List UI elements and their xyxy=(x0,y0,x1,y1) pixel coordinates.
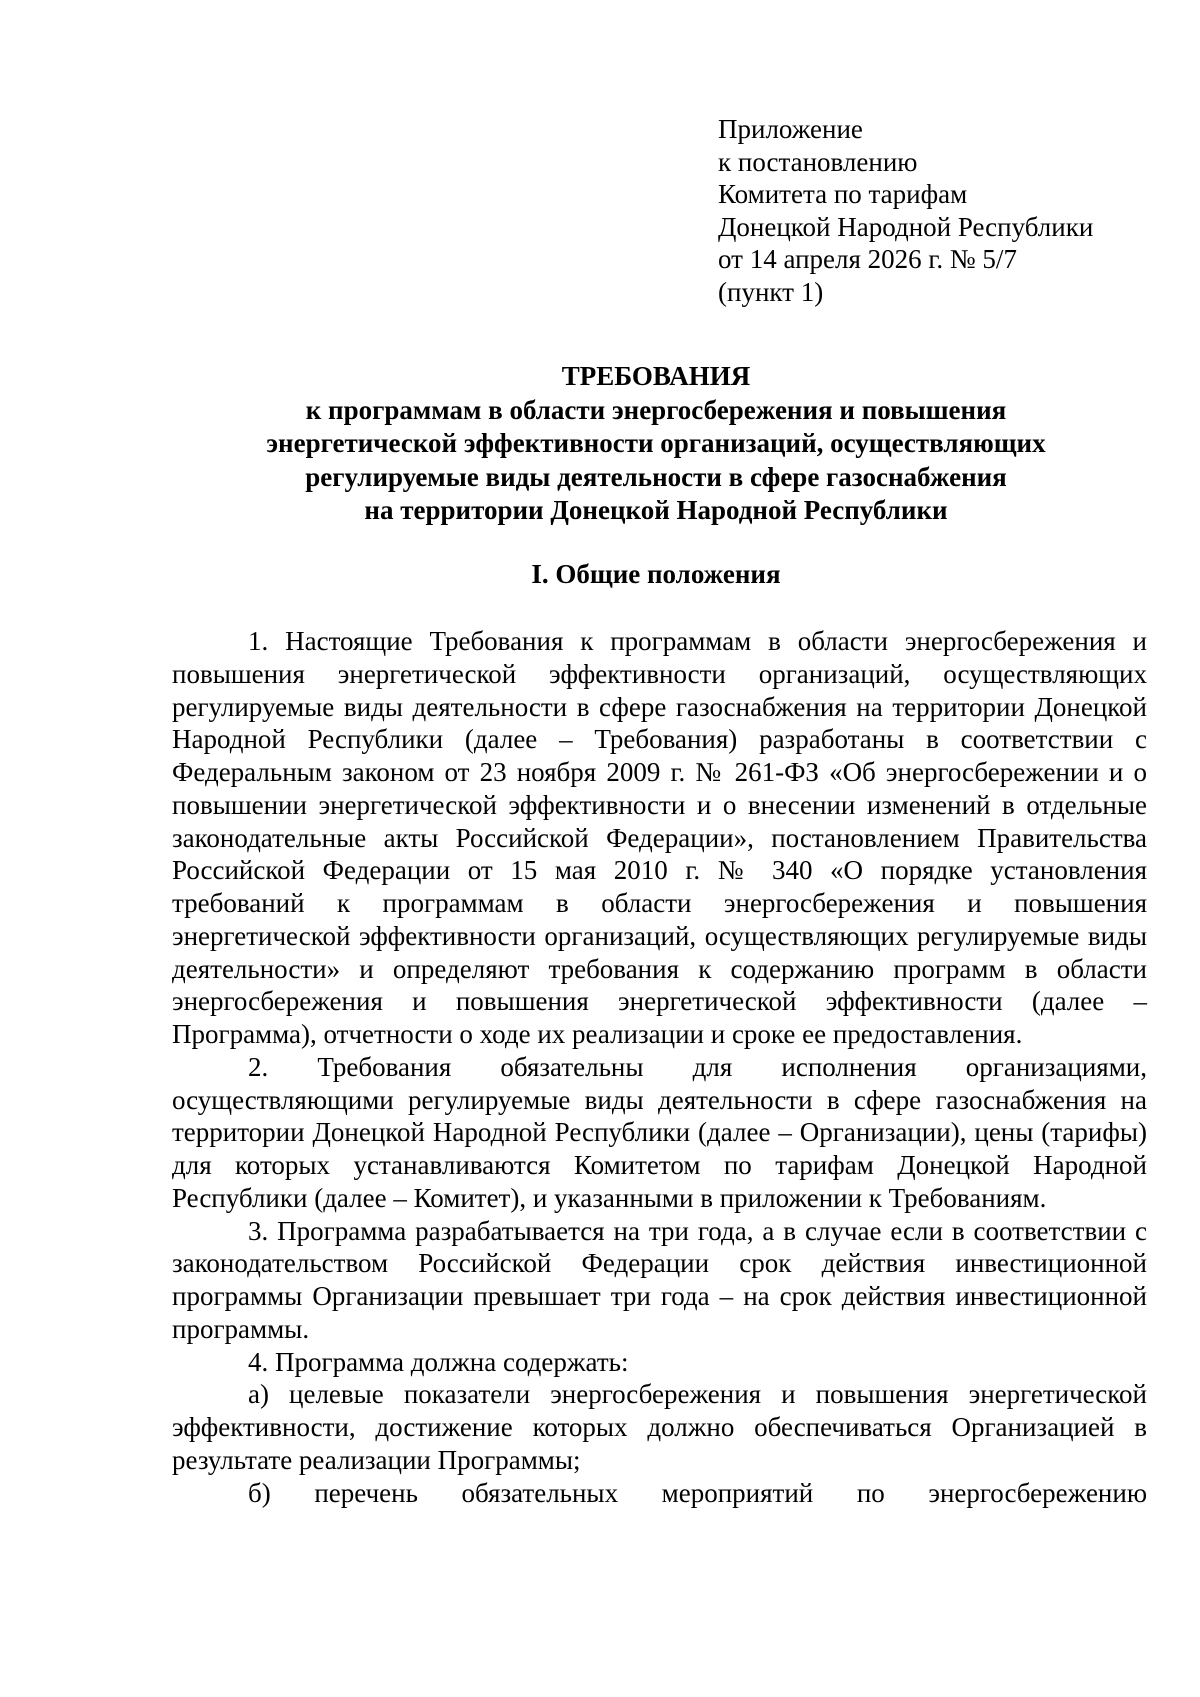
paragraph-4: 4. Программа должна содержать: xyxy=(248,1346,629,1377)
title-line: на территории Донецкой Народной Республики xyxy=(364,495,948,525)
annex-line: Приложение xyxy=(718,114,863,144)
annex-block xyxy=(718,113,1158,309)
title-line: регулируемые виды деятельности в сфере газоснабжения xyxy=(305,461,1007,492)
title-main: ТРЕБОВАНИЯ xyxy=(561,361,751,391)
paragraph-2: 2. Требования обязательны для исполнения организациями, осуществляющими регулируемые виды деятельности в сфере газоснабжения на территории Донецкой Народной Республики (далее – Организации), цены (тарифы) для которых устанавливаются Комитетом по тарифам Донецкой Народной Республики (далее – Комитет), и указанными в приложении к Требованиям. xyxy=(172,1051,1147,1213)
section-heading: I. Общие положения xyxy=(531,559,781,589)
annex-line: Комитета по тарифам xyxy=(718,179,968,210)
title-line: энергетической эффективности организаций, осуществляющих xyxy=(266,428,1046,458)
body-text xyxy=(172,625,1147,1509)
annex-line: Донецкой Народной Республики xyxy=(718,211,1094,242)
annex-line: (пункт 1) xyxy=(718,276,824,307)
annex-date-line: от 14 апреля 2026 г. № 5/7 xyxy=(718,244,1017,275)
annex-line: к постановлению xyxy=(718,146,918,177)
paragraph-4b: б) перечень обязательных мероприятий по энергосбережению xyxy=(248,1477,1147,1508)
paragraph-1: 1. Настоящие Требования к программам в области энергосбережения и повышения энергетической эффективности организаций, осуществляющих регулируемые виды деятельности в сфере газоснабжения на территории Донецкой Народной Республики (далее – Требования) разработаны в соответствии с Федеральным законом от 23 ноября 2009 г. № 261-ФЗ «Об энергосбережении и о повышении энергетической эффективности и о внесении изменений в отдельные законодательные акты Российской Федерации», постановлением Правительства Российской Федерации от 15 мая 2010 г. № 340 «О порядке установления требований к программам в области энергосбережения и повышения энергетической эффективности организаций, осуществляющих регулируемые виды деятельности» и определяют требования к содержанию программ в области энергосбережения и повышения энергетической эффективности (далее – Программа), отчетности о ходе их реализации и сроке ее предоставления. xyxy=(172,626,1147,1049)
document-title xyxy=(172,360,1140,528)
paragraph-4a: а) целевые показатели энергосбережения и повышения энергетической эффективности, достижение которых должно обеспечиваться Организацией в результате реализации Программы; xyxy=(172,1379,1147,1475)
title-line: к программам в области энергосбережения и повышения xyxy=(305,394,1007,425)
paragraph-3: 3. Программа разрабатывается на три года, а в случае если в соответствии с законодательством Российской Федерации срок действия инвестиционной программы Организации превышает три года – на срок действия инвестиционной программы. xyxy=(172,1215,1147,1344)
